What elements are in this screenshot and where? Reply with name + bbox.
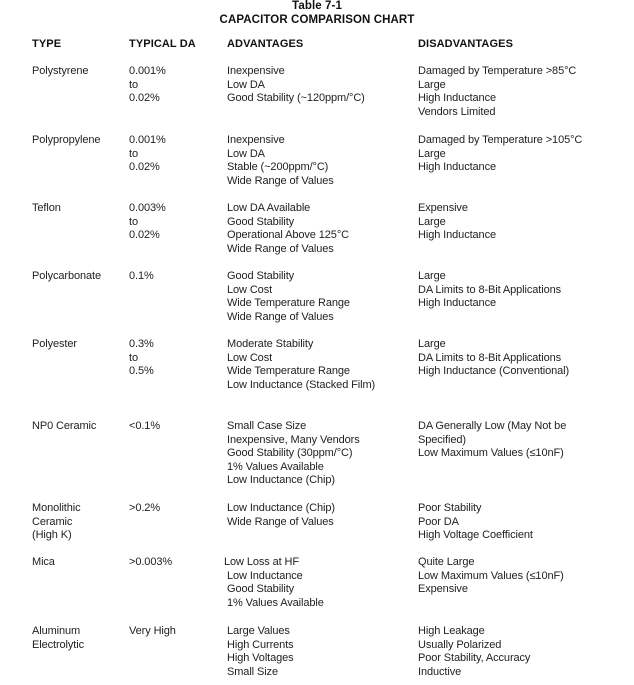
cell-line: Poor DA	[418, 515, 459, 528]
cell-line: Large	[418, 215, 446, 228]
cell-line: Wide Range of Values	[227, 310, 334, 323]
cell-typical-da	[129, 65, 166, 106]
cell-disadvantages	[418, 338, 569, 379]
cell-line: Low Maximum Values (≤10nF)	[418, 569, 564, 582]
cell-line: 0.3%	[129, 338, 154, 350]
cell-advantages	[227, 420, 360, 488]
cell-line: Usually Polarized	[418, 638, 502, 651]
cell-typical-da	[129, 556, 172, 570]
cell-line: High Inductance (Conventional)	[418, 365, 570, 378]
cell-line: High Inductance	[418, 297, 496, 310]
cell-line: Polypropylene	[32, 134, 101, 146]
header-advantages: ADVANTAGES	[227, 38, 304, 50]
cell-line: Low Loss at HF	[224, 556, 300, 568]
cell-disadvantages	[418, 134, 582, 175]
cell-line: Good Stability (30ppm/°C)	[227, 447, 353, 460]
cell-line: to	[129, 147, 138, 160]
cell-advantages	[227, 338, 375, 392]
cell-line: Low Cost	[227, 283, 273, 296]
cell-typical-da	[129, 502, 160, 516]
cell-advantages	[227, 502, 335, 529]
cell-line: High Voltage Coefficient	[418, 529, 533, 542]
cell-line: to	[129, 215, 138, 228]
cell-line: Aluminum	[32, 625, 81, 637]
cell-advantages	[227, 65, 365, 106]
cell-advantages	[227, 625, 294, 679]
cell-type	[32, 502, 81, 543]
cell-disadvantages	[418, 502, 533, 543]
cell-line: Good Stability (~120ppm/°C)	[227, 92, 365, 105]
cell-line: Moderate Stability	[227, 338, 314, 350]
cell-line: 0.02%	[129, 161, 160, 174]
cell-line: >0.003%	[129, 556, 173, 568]
cell-line: Low Cost	[227, 351, 273, 364]
cell-line: Large	[418, 147, 446, 160]
cell-line: Wide Range of Values	[227, 174, 334, 187]
cell-line: Expensive	[418, 202, 468, 214]
cell-line: Expensive	[418, 583, 468, 596]
cell-disadvantages	[418, 625, 530, 679]
cell-line: Low Maximum Values (≤10nF)	[418, 447, 564, 460]
table-number: Table 7-1	[292, 0, 342, 12]
cell-type	[32, 556, 55, 570]
cell-line: Inexpensive	[227, 65, 285, 77]
cell-disadvantages	[418, 202, 496, 243]
cell-disadvantages	[418, 420, 566, 461]
cell-line: Damaged by Temperature >85°C	[418, 65, 577, 77]
cell-line: 0.02%	[129, 92, 160, 105]
cell-line: Low DA	[227, 78, 265, 91]
cell-advantages	[227, 134, 334, 188]
cell-line: Good Stability	[227, 583, 295, 596]
cell-line: Small Case Size	[227, 420, 307, 432]
cell-line: to	[129, 351, 138, 364]
cell-line: Small Size	[227, 665, 278, 678]
cell-line: 0.02%	[129, 229, 160, 242]
cell-line: DA Limits to 8-Bit Applications	[418, 283, 562, 296]
cell-type	[32, 625, 84, 652]
cell-line: >0.2%	[129, 502, 160, 514]
cell-line: Poor Stability, Accuracy	[418, 652, 531, 665]
cell-line: High Inductance	[418, 229, 496, 242]
cell-line: Inductive	[418, 665, 462, 678]
cell-line: High Leakage	[418, 625, 485, 637]
cell-line: High Currents	[227, 638, 294, 651]
cell-line: 0.001%	[129, 65, 166, 77]
cell-line: Damaged by Temperature >105°C	[418, 134, 583, 146]
cell-type	[32, 420, 96, 434]
cell-line: High Inductance	[418, 92, 496, 105]
table-title: CAPACITOR COMPARISON CHART	[219, 14, 415, 26]
cell-line: Wide Range of Values	[227, 515, 334, 528]
cell-line: High Voltages	[227, 652, 294, 665]
cell-line: Mica	[32, 556, 55, 568]
cell-advantages	[224, 556, 324, 610]
cell-type	[32, 338, 77, 352]
cell-line: Wide Temperature Range	[227, 365, 350, 378]
cell-line: Low Inductance (Chip)	[227, 502, 335, 514]
cell-line: Low Inductance (Chip)	[227, 474, 335, 487]
cell-line: Quite Large	[418, 556, 475, 568]
cell-line: Very High	[129, 625, 176, 637]
cell-line: Large	[418, 78, 446, 91]
cell-typical-da	[129, 420, 160, 434]
header-typical-da: TYPICAL DA	[129, 38, 196, 50]
cell-line: Ceramic	[32, 515, 73, 528]
cell-line: Stable (~200ppm/°C)	[227, 161, 329, 174]
cell-line: Low DA Available	[227, 202, 311, 214]
cell-line: High Inductance	[418, 161, 496, 174]
cell-line: NP0 Ceramic	[32, 420, 97, 432]
cell-type	[32, 134, 100, 148]
cell-typical-da	[129, 270, 154, 284]
cell-line: 0.5%	[129, 365, 154, 378]
cell-line: Teflon	[32, 202, 61, 214]
cell-line: Electrolytic	[32, 638, 84, 651]
cell-line: Operational Above 125°C	[227, 229, 349, 242]
cell-line: Monolithic	[32, 502, 81, 514]
cell-line: Polyester	[32, 338, 77, 350]
cell-advantages	[227, 270, 350, 324]
cell-line: to	[129, 78, 138, 91]
cell-line: Inexpensive, Many Vendors	[227, 433, 360, 446]
cell-line: 1% Values Available	[227, 460, 324, 473]
cell-line: Large	[418, 270, 446, 282]
cell-line: Large Values	[227, 625, 290, 637]
cell-line: Low DA	[227, 147, 265, 160]
cell-disadvantages	[418, 270, 561, 311]
cell-line: Large	[418, 338, 446, 350]
cell-disadvantages	[418, 65, 576, 119]
cell-typical-da	[129, 202, 166, 243]
cell-line: Low Inductance	[227, 569, 303, 582]
cell-line: 0.1%	[129, 270, 154, 282]
cell-advantages	[227, 202, 349, 256]
cell-type	[32, 202, 61, 216]
header-type: TYPE	[32, 38, 62, 50]
cell-line: DA Generally Low (May Not be	[418, 420, 567, 432]
cell-line: 0.001%	[129, 134, 166, 146]
cell-line: DA Limits to 8-Bit Applications	[418, 351, 562, 364]
cell-line: Low Inductance (Stacked Film)	[227, 378, 376, 391]
cell-line: <0.1%	[129, 420, 160, 432]
cell-line: Good Stability	[227, 215, 295, 228]
cell-line: Polystyrene	[32, 65, 89, 77]
cell-line: (High K)	[32, 529, 72, 542]
cell-type	[32, 65, 88, 79]
cell-line: Wide Temperature Range	[227, 297, 350, 310]
cell-typical-da	[129, 625, 176, 639]
cell-line: Specified)	[418, 433, 466, 446]
cell-line: Good Stability	[227, 270, 295, 282]
cell-line: 1% Values Available	[227, 596, 324, 609]
cell-disadvantages	[418, 556, 564, 597]
cell-line: Poor Stability	[418, 502, 482, 514]
cell-type	[32, 270, 101, 284]
cell-line: Inexpensive	[227, 134, 285, 146]
cell-line: Wide Range of Values	[227, 242, 334, 255]
cell-typical-da	[129, 338, 154, 379]
cell-line: Polycarbonate	[32, 270, 102, 282]
header-disadvantages: DISADVANTAGES	[418, 38, 514, 50]
cell-typical-da	[129, 134, 166, 175]
cell-line: Vendors Limited	[418, 105, 496, 118]
cell-line: 0.003%	[129, 202, 166, 214]
